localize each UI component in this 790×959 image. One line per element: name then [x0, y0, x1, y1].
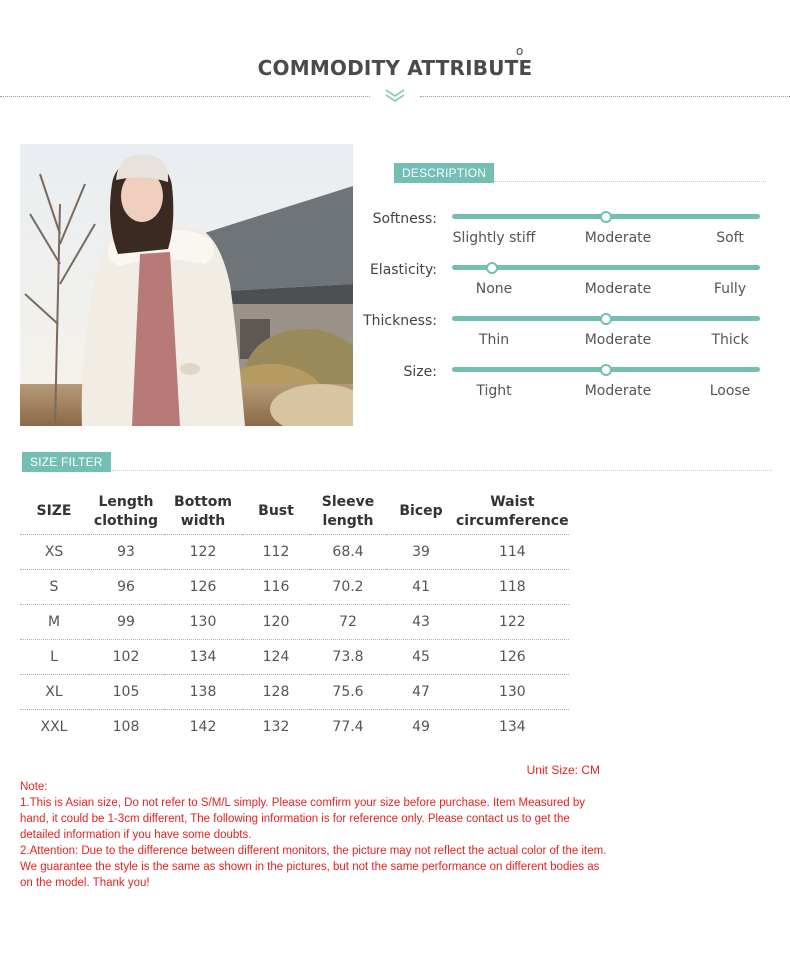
col-header-text: SIZE — [36, 503, 72, 520]
table-cell: 102 — [88, 639, 164, 674]
table-cell: 43 — [386, 604, 456, 639]
table-cell: XL — [20, 674, 88, 709]
elasticity-option-high: Fully — [713, 281, 747, 297]
description-tag: DESCRIPTION — [394, 163, 494, 183]
table-cell: 130 — [164, 604, 242, 639]
table-cell: 108 — [88, 709, 164, 744]
elasticity-label: Elasticity: — [369, 262, 437, 278]
table-cell: 96 — [88, 569, 164, 604]
header-divider-left — [0, 96, 370, 97]
col-header-text: Sleeve — [321, 493, 375, 510]
table-cell: 73.8 — [310, 639, 386, 674]
table-cell: 124 — [242, 639, 310, 674]
col-header-text: Bust — [258, 503, 294, 520]
elasticity-knob — [486, 262, 498, 274]
thickness-label: Thickness: — [363, 313, 437, 329]
col-header-size — [20, 490, 88, 534]
softness-option-mid: Moderate — [584, 230, 652, 246]
table-cell: M — [20, 604, 88, 639]
table-cell: 120 — [242, 604, 310, 639]
table-cell: 49 — [386, 709, 456, 744]
table-row — [20, 604, 569, 639]
degree-mark: o — [516, 44, 524, 58]
table-cell: 126 — [456, 639, 569, 674]
col-header-bust — [242, 490, 310, 534]
col-header-text: Bottom — [174, 493, 232, 510]
table-cell: 72 — [310, 604, 386, 639]
thickness-knob — [600, 313, 612, 325]
table-cell: 112 — [242, 534, 310, 569]
col-header-length — [88, 490, 164, 534]
softness-option-low: Slightly stiff — [452, 230, 536, 246]
col-header-text: circumference — [456, 512, 569, 529]
double-chevron-down-icon — [384, 88, 406, 104]
thickness-option-high: Thick — [711, 332, 749, 348]
table-cell: 47 — [386, 674, 456, 709]
table-cell: 77.4 — [310, 709, 386, 744]
size-label: Size: — [403, 364, 437, 380]
table-cell: XXL — [20, 709, 88, 744]
table-cell: 105 — [88, 674, 164, 709]
table-cell: L — [20, 639, 88, 674]
header-divider-right — [420, 96, 790, 97]
col-header-bottom-width — [164, 490, 242, 534]
table-cell: 138 — [164, 674, 242, 709]
table-cell: 122 — [456, 604, 569, 639]
col-header-text: length — [322, 512, 374, 529]
table-cell: 68.4 — [310, 534, 386, 569]
col-header-text: Length — [98, 493, 154, 510]
softness-option-high: Soft — [716, 230, 744, 246]
col-header-text: clothing — [93, 512, 159, 529]
size-option-mid: Moderate — [584, 383, 652, 399]
table-cell: 118 — [456, 569, 569, 604]
size-knob — [600, 364, 612, 376]
thickness-option-mid: Moderate — [584, 332, 652, 348]
col-header-text: width — [180, 512, 226, 529]
table-cell: S — [20, 569, 88, 604]
table-cell: 99 — [88, 604, 164, 639]
size-table-header — [20, 490, 569, 534]
table-cell: 134 — [456, 709, 569, 744]
table-cell: 45 — [386, 639, 456, 674]
table-cell: 134 — [164, 639, 242, 674]
notes-block — [20, 779, 610, 891]
table-cell: 130 — [456, 674, 569, 709]
table-row — [20, 569, 569, 604]
table-cell: 39 — [386, 534, 456, 569]
table-cell: 122 — [164, 534, 242, 569]
elasticity-option-mid: Moderate — [584, 281, 652, 297]
col-header-waist — [456, 490, 569, 534]
table-row — [20, 709, 569, 744]
thickness-option-low: Thin — [478, 332, 510, 348]
softness-label: Softness: — [372, 211, 437, 227]
table-cell: 142 — [164, 709, 242, 744]
table-row — [20, 639, 569, 674]
size-table — [20, 490, 569, 744]
softness-knob — [600, 211, 612, 223]
size-slider — [452, 367, 760, 372]
softness-slider — [452, 214, 760, 219]
table-cell: 126 — [164, 569, 242, 604]
table-cell: 116 — [242, 569, 310, 604]
table-row — [20, 534, 569, 569]
size-option-low: Tight — [476, 383, 512, 399]
table-cell: 41 — [386, 569, 456, 604]
size-filter-tag: SIZE FILTER — [22, 452, 111, 472]
col-header-bicep — [386, 490, 456, 534]
table-row — [20, 674, 569, 709]
col-header-text: Waist — [490, 493, 535, 510]
col-header-sleeve-length — [310, 490, 386, 534]
size-filter-divider — [112, 470, 772, 471]
unit-size-label: Unit Size: CM — [526, 763, 600, 777]
note-item: 2.Attention: Due to the difference between different monitors, the picture may not reflect the actual color of the item. We guarantee the style is the same as shown in the pictures, but not the same performance on different bodies as on the model. Thank you! — [20, 845, 607, 889]
note-item: 1.This is Asian size, Do not refer to S/M/L simply. Please comfirm your size before purchase. Item Measured by hand, it could be 1-3cm different, The following information is for reference only. Please contact us to get the detailed information if you have some doubts. — [20, 797, 585, 841]
thickness-slider — [452, 316, 760, 321]
product-photo — [20, 144, 353, 426]
table-cell: XS — [20, 534, 88, 569]
note-heading: Note: — [20, 781, 48, 793]
page-title-text: COMMODITY ATTRIBUTE — [257, 56, 533, 80]
col-header-text: Bicep — [399, 503, 443, 520]
table-cell: 93 — [88, 534, 164, 569]
page-title — [0, 44, 790, 80]
table-cell: 132 — [242, 709, 310, 744]
table-cell: 128 — [242, 674, 310, 709]
description-divider — [494, 181, 766, 182]
elasticity-slider — [452, 265, 760, 270]
table-cell: 114 — [456, 534, 569, 569]
table-cell: 75.6 — [310, 674, 386, 709]
table-cell: 70.2 — [310, 569, 386, 604]
elasticity-option-low: None — [475, 281, 513, 297]
size-option-high: Loose — [709, 383, 751, 399]
